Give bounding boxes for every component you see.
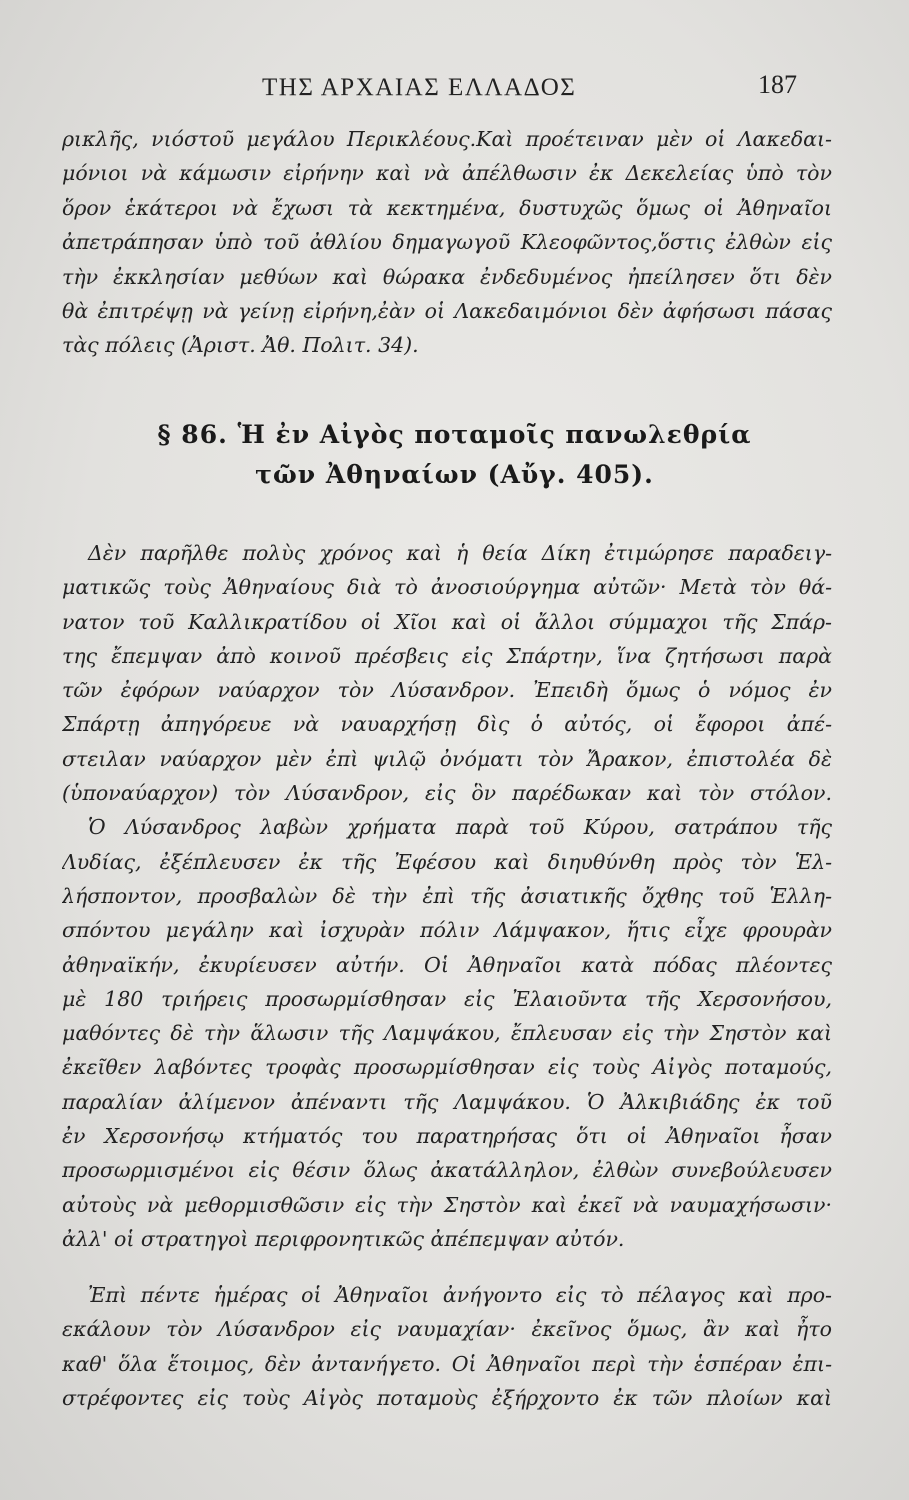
text-line: της ἔπεμψαν ἀπὸ κοινοῦ πρέσβεις εἰς Σπάρτην, ἵνα ζητήσωσι παρὰ bbox=[62, 643, 832, 668]
text-line: ὅρον ἑκάτεροι νὰ ἔχωσι τὰ κεκτημένα, δυστυχῶς ὅμως οἱ Ἀθηναῖοι bbox=[62, 195, 832, 220]
text-line: Ἐπὶ πέντε ἡμέρας οἱ Ἀθηναῖοι ἀνήγοντο εἰς τὸ πέλαγος καὶ προ- bbox=[88, 1283, 832, 1307]
text-line: ρικλῆς, νιόστοῦ μεγάλου Περικλέους.Καὶ προέτειναν μὲν οἱ Λακεδαι- bbox=[62, 127, 832, 151]
section-heading-line-2: τῶν Ἀθηναίων (Αὔγ. 405). bbox=[255, 460, 654, 489]
section-heading bbox=[0, 415, 909, 495]
text-line: στειλαν ναύαρχον μὲν ἐπὶ ψιλῷ ὀνόματι τὸν Ἄρακον, ἐπιστολέα δὲ bbox=[62, 746, 832, 771]
text-line: Ὁ Λύσανδρος λαβὼν χρήματα παρὰ τοῦ Κύρου, σατράπου τῆς bbox=[88, 815, 832, 840]
text-line: μὲ 180 τριήρεις προσωρμίσθησαν εἰς Ἐλαιοῦντα τῆς Χερσονήσου, bbox=[62, 986, 832, 1011]
text-line: τὰς πόλεις (Ἀριστ. Ἀθ. Πολιτ. 34). bbox=[62, 333, 419, 358]
text-line: μαθόντες δὲ τὴν ἅλωσιν τῆς Λαμψάκου, ἔπλευσαν εἰς τὴν Σηστὸν καὶ bbox=[62, 1021, 832, 1046]
text-line: προσωρμισμένοι εἰς θέσιν ὅλως ἀκατάλληλον, ἐλθὼν συνεβούλευσεν bbox=[62, 1158, 832, 1183]
text-line: παραλίαν ἀλίμενον ἀπέναντι τῆς Λαμψάκου. Ὁ Ἀλκιβιάδης ἐκ τοῦ bbox=[62, 1089, 832, 1114]
text-line: εκάλουν τὸν Λύσανδρον εἰς ναυμαχίαν· ἐκεῖνος ὅμως, ἂν καὶ ἦτο bbox=[62, 1317, 832, 1342]
text-line: καθ' ὅλα ἕτοιμος, δὲν ἀντανήγετο. Οἱ Ἀθηναῖοι περὶ τὴν ἑσπέραν ἐπι- bbox=[62, 1351, 832, 1376]
text-line: λήσποντον, προσβαλὼν δὲ τὴν ἐπὶ τῆς ἀσιατικῆς ὄχθης τοῦ Ἑλλη- bbox=[62, 883, 832, 908]
text-line: (ὑποναύαρχον) τὸν Λύσανδρον, εἰς ὃν παρέδωκαν καὶ τὸν στόλον. bbox=[62, 781, 832, 806]
text-line: αὐτοὺς νὰ μεθορμισθῶσιν εἰς τὴν Σηστὸν καὶ ἐκεῖ νὰ ναυμαχήσωσιν· bbox=[62, 1192, 832, 1217]
text-line: Λυδίας, ἐξέπλευσεν ἐκ τῆς Ἐφέσου καὶ διηυθύνθη πρὸς τὸν Ἑλ- bbox=[62, 849, 832, 874]
text-line: ἐκεῖθεν λαβόντες τροφὰς προσωρμίσθησαν εἰς τοὺς Αἰγὸς ποταμούς, bbox=[62, 1055, 832, 1080]
text-line: ματικῶς τοὺς Ἀθηναίους διὰ τὸ ἀνοσιούργημα αὐτῶν· Μετὰ τὸν θά- bbox=[62, 575, 832, 600]
text-line: Δὲν παρῆλθε πολὺς χρόνος καὶ ἡ θεία Δίκη ἐτιμώρησε παραδειγ- bbox=[88, 541, 832, 565]
text-line: νατον τοῦ Καλλικρατίδου οἱ Χῖοι καὶ οἱ ἄλλοι σύμμαχοι τῆς Σπάρ- bbox=[62, 609, 832, 634]
page-number: 187 bbox=[758, 70, 797, 99]
text-line: ἀλλ' οἱ στρατηγοὶ περιφρονητικῶς ἀπέπεμψαν αὐτόν. bbox=[62, 1226, 625, 1251]
running-title: ΤΗΣ ΑΡΧΑΙΑΣ ΕΛΛΑΔΟΣ bbox=[262, 74, 577, 101]
text-line: Σπάρτῃ ἀπηγόρευε νὰ ναυαρχήσῃ δὶς ὁ αὐτός, οἱ ἔφοροι ἀπέ- bbox=[62, 712, 832, 737]
text-line: θὰ ἐπιτρέψῃ νὰ γείνῃ εἰρήνη,ἐὰν οἱ Λακεδαιμόνιοι δὲν ἀφήσωσι πάσας bbox=[62, 298, 832, 323]
text-line: ἀθηναϊκήν, ἐκυρίευσεν αὐτήν. Οἱ Ἀθηναῖοι κατὰ πόδας πλέοντες bbox=[62, 952, 832, 977]
paragraph-3 bbox=[62, 1278, 832, 1415]
text-line: μόνιοι νὰ κάμωσιν εἰρήνην καὶ νὰ ἀπέλθωσιν ἐκ Δεκελείας ὑπὸ τὸν bbox=[62, 161, 832, 186]
text-line: σπόντου μεγάλην καὶ ἰσχυρὰν πόλιν Λάμψακον, ἥτις εἶχε φρουρὰν bbox=[62, 918, 832, 943]
text-line: στρέφοντες εἰς τοὺς Αἰγὸς ποταμοὺς ἐξήρχοντο ἐκ τῶν πλοίων καὶ bbox=[62, 1385, 832, 1410]
paragraph-1 bbox=[62, 122, 832, 363]
text-line: τὴν ἐκκλησίαν μεθύων καὶ θώρακα ἐνδεδυμένος ἠπείλησεν ὅτι δὲν bbox=[62, 264, 832, 289]
page-header bbox=[0, 70, 909, 110]
text-line: ἐν Χερσονήσῳ κτήματός του παρατηρήσας ὅτι οἱ Ἀθηναῖοι ἦσαν bbox=[62, 1124, 832, 1149]
paragraph-2 bbox=[62, 536, 832, 1256]
text-line: ἀπετράπησαν ὑπὸ τοῦ ἀθλίου δημαγωγοῦ Κλεοφῶντος,ὅστις ἐλθὼν εἰς bbox=[62, 230, 832, 255]
section-heading-line-1: § 86. Ἡ ἐν Αἰγὸς ποταμοῖς πανωλεθρία bbox=[157, 420, 752, 449]
text-line: τῶν ἐφόρων ναύαρχον τὸν Λύσανδρον. Ἐπειδὴ ὅμως ὁ νόμος ἐν bbox=[62, 678, 832, 703]
